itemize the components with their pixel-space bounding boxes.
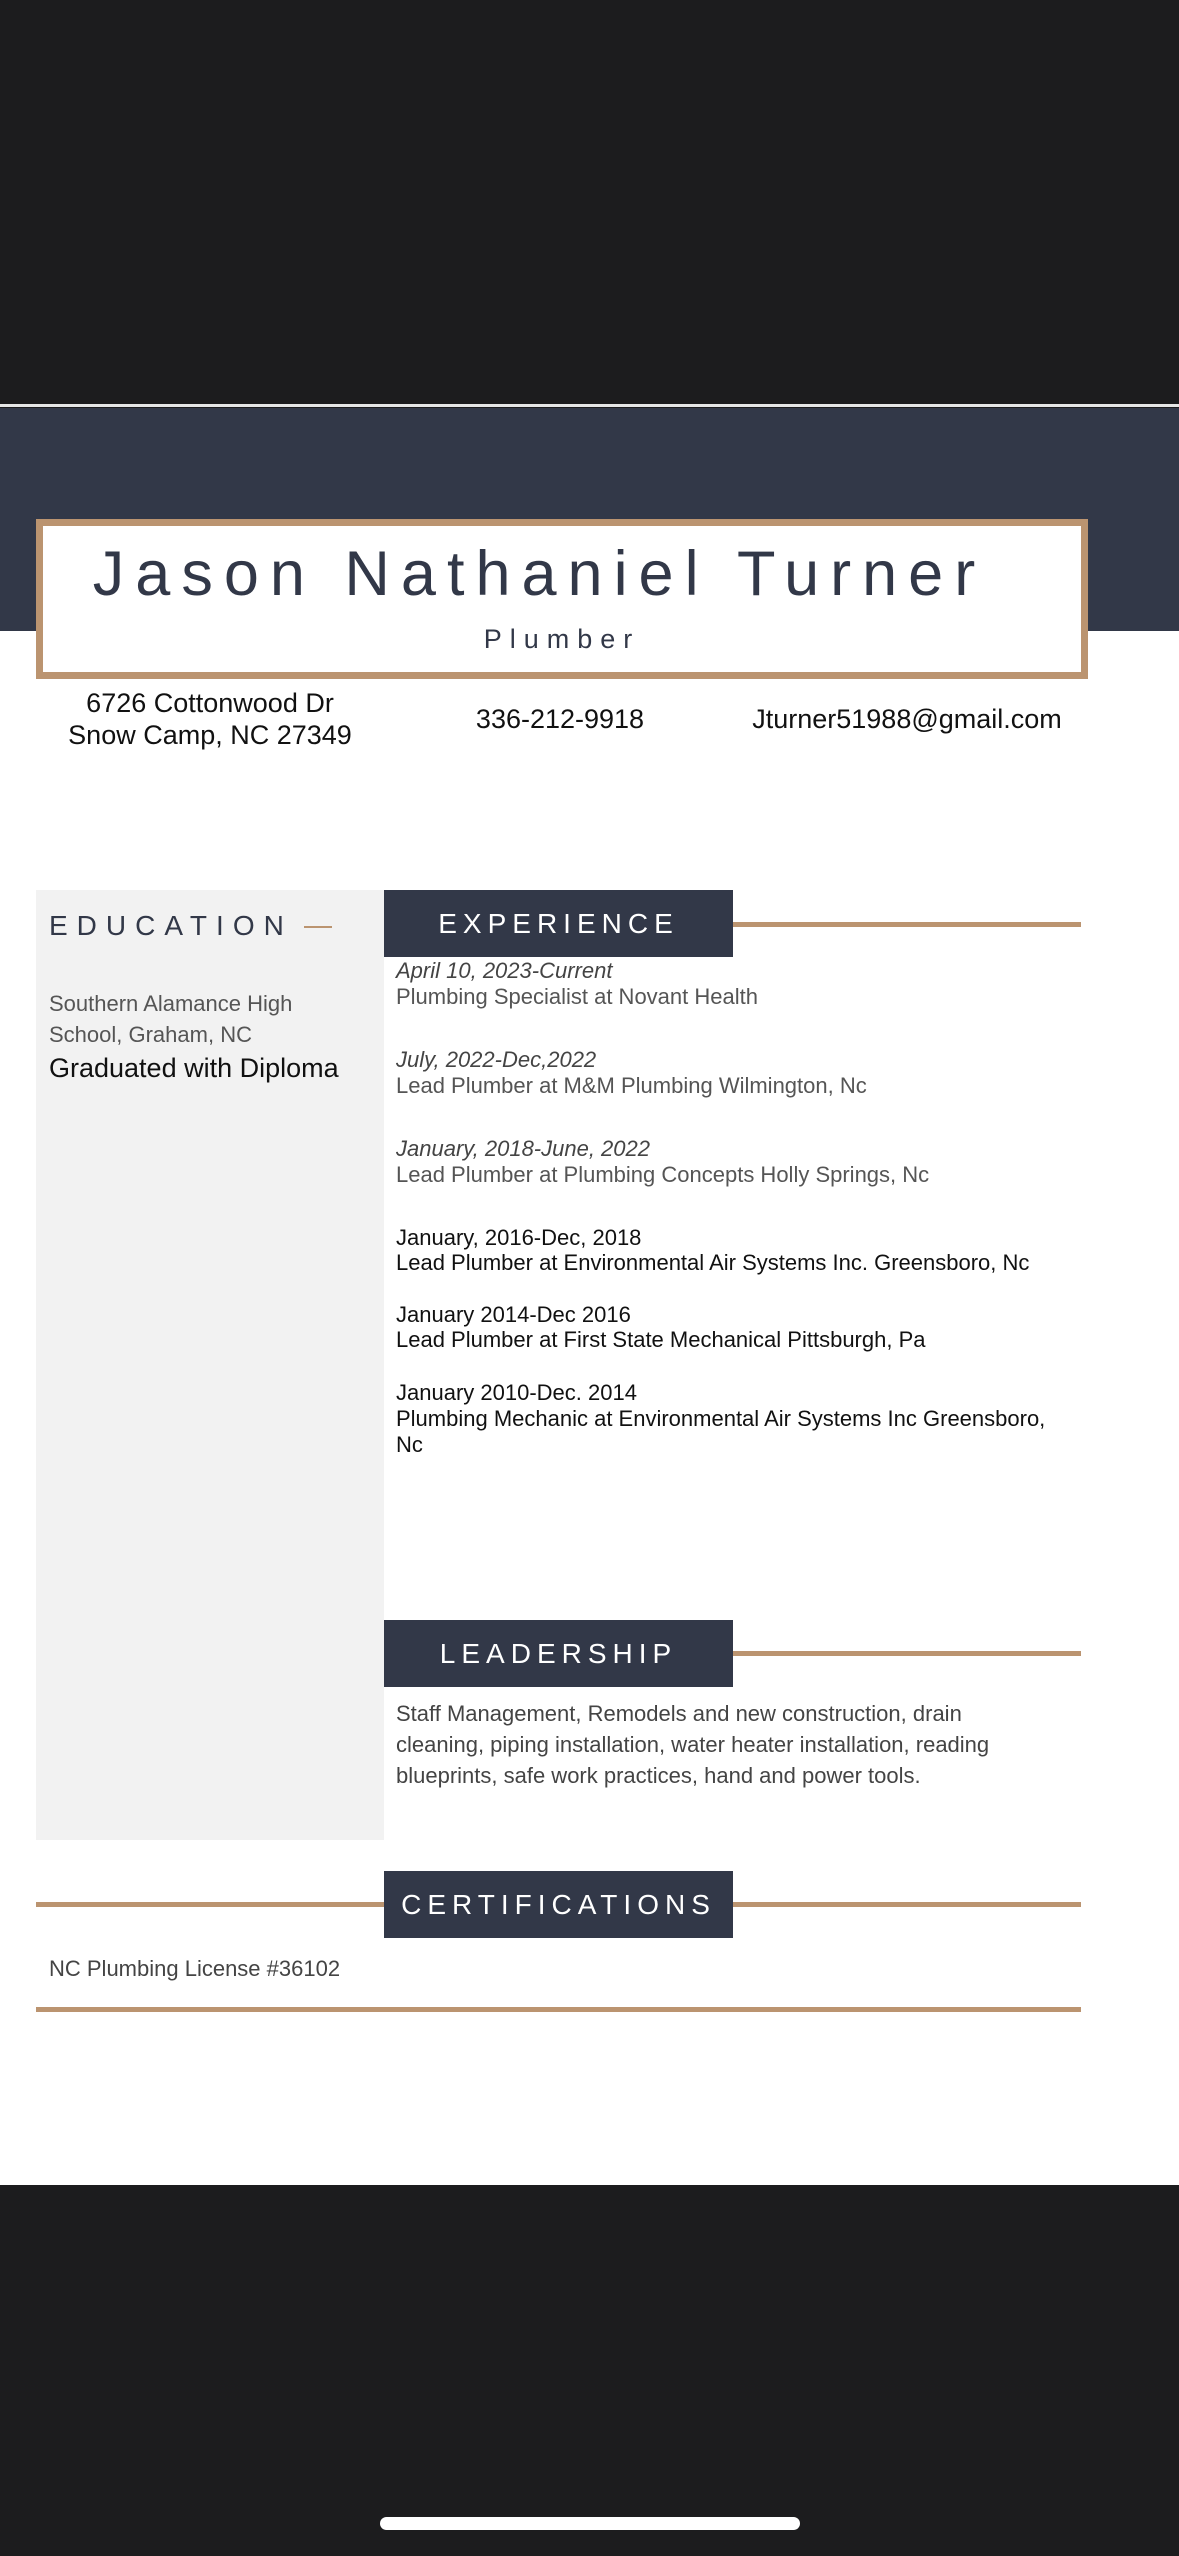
- experience-title-2: Lead Plumber at M&M Plumbing Wilmington, Nc: [396, 1073, 867, 1098]
- certifications-text: NC Plumbing License #36102: [49, 1956, 341, 1981]
- education-heading: EDUCATION: [49, 910, 293, 941]
- experience-title-5: Lead Plumber at First State Mechanical Pittsburgh, Pa: [396, 1327, 926, 1352]
- education-school: Southern Alamance High School, Graham, NC: [49, 991, 293, 1047]
- name-box: [36, 519, 1088, 679]
- experience-date-1: April 10, 2023-Current: [396, 958, 613, 983]
- experience-date-4: January, 2016-Dec, 2018: [396, 1225, 642, 1250]
- experience-title-6: Plumbing Mechanic at Environmental Air Systems Inc Greensboro, Nc: [396, 1406, 1046, 1457]
- experience-heading: EXPERIENCE: [384, 890, 733, 957]
- candidate-name: Jason Nathaniel Turner: [92, 539, 987, 609]
- experience-accent-line: [733, 922, 1081, 927]
- contact-address: [40, 687, 380, 751]
- experience-title-4: Lead Plumber at Environmental Air Systems Inc. Greensboro, Nc: [396, 1250, 1030, 1275]
- experience-date-5: January 2014-Dec 2016: [396, 1302, 631, 1327]
- address-line-2: Snow Camp, NC 27349: [68, 720, 352, 750]
- experience-date-3: January, 2018-June, 2022: [396, 1136, 650, 1161]
- experience-date-6: January 2010-Dec. 2014: [396, 1380, 637, 1405]
- resume-document[interactable]: [0, 408, 1179, 2185]
- bottom-accent-line: [36, 2007, 1081, 2012]
- leadership-accent-line: [733, 1651, 1081, 1656]
- education-dash: [304, 926, 332, 928]
- leadership-heading: LEADERSHIP: [384, 1620, 733, 1687]
- candidate-role: Plumber: [483, 624, 641, 654]
- home-indicator[interactable]: [380, 2517, 800, 2530]
- certifications-accent-right: [733, 1902, 1081, 1907]
- address-line-1: 6726 Cottonwood Dr: [86, 688, 334, 718]
- experience-title-1: Plumbing Specialist at Novant Health: [396, 984, 758, 1009]
- experience-date-2: July, 2022-Dec,2022: [396, 1047, 597, 1072]
- contact-email: Jturner51988@gmail.com: [752, 704, 1062, 734]
- contact-phone: 336-212-9918: [475, 704, 645, 734]
- leadership-text: Staff Management, Remodels and new construction, drain cleaning, piping installation, water heater installation, reading blueprints, safe work practices, hand and power tools.: [396, 1701, 990, 1788]
- top-separator-line: [0, 404, 1179, 407]
- education-degree: Graduated with Diploma: [49, 1053, 339, 1083]
- certifications-heading: CERTIFICATIONS: [384, 1871, 733, 1938]
- certifications-accent-left: [36, 1902, 384, 1907]
- experience-title-3: Lead Plumber at Plumbing Concepts Holly Springs, Nc: [396, 1162, 930, 1187]
